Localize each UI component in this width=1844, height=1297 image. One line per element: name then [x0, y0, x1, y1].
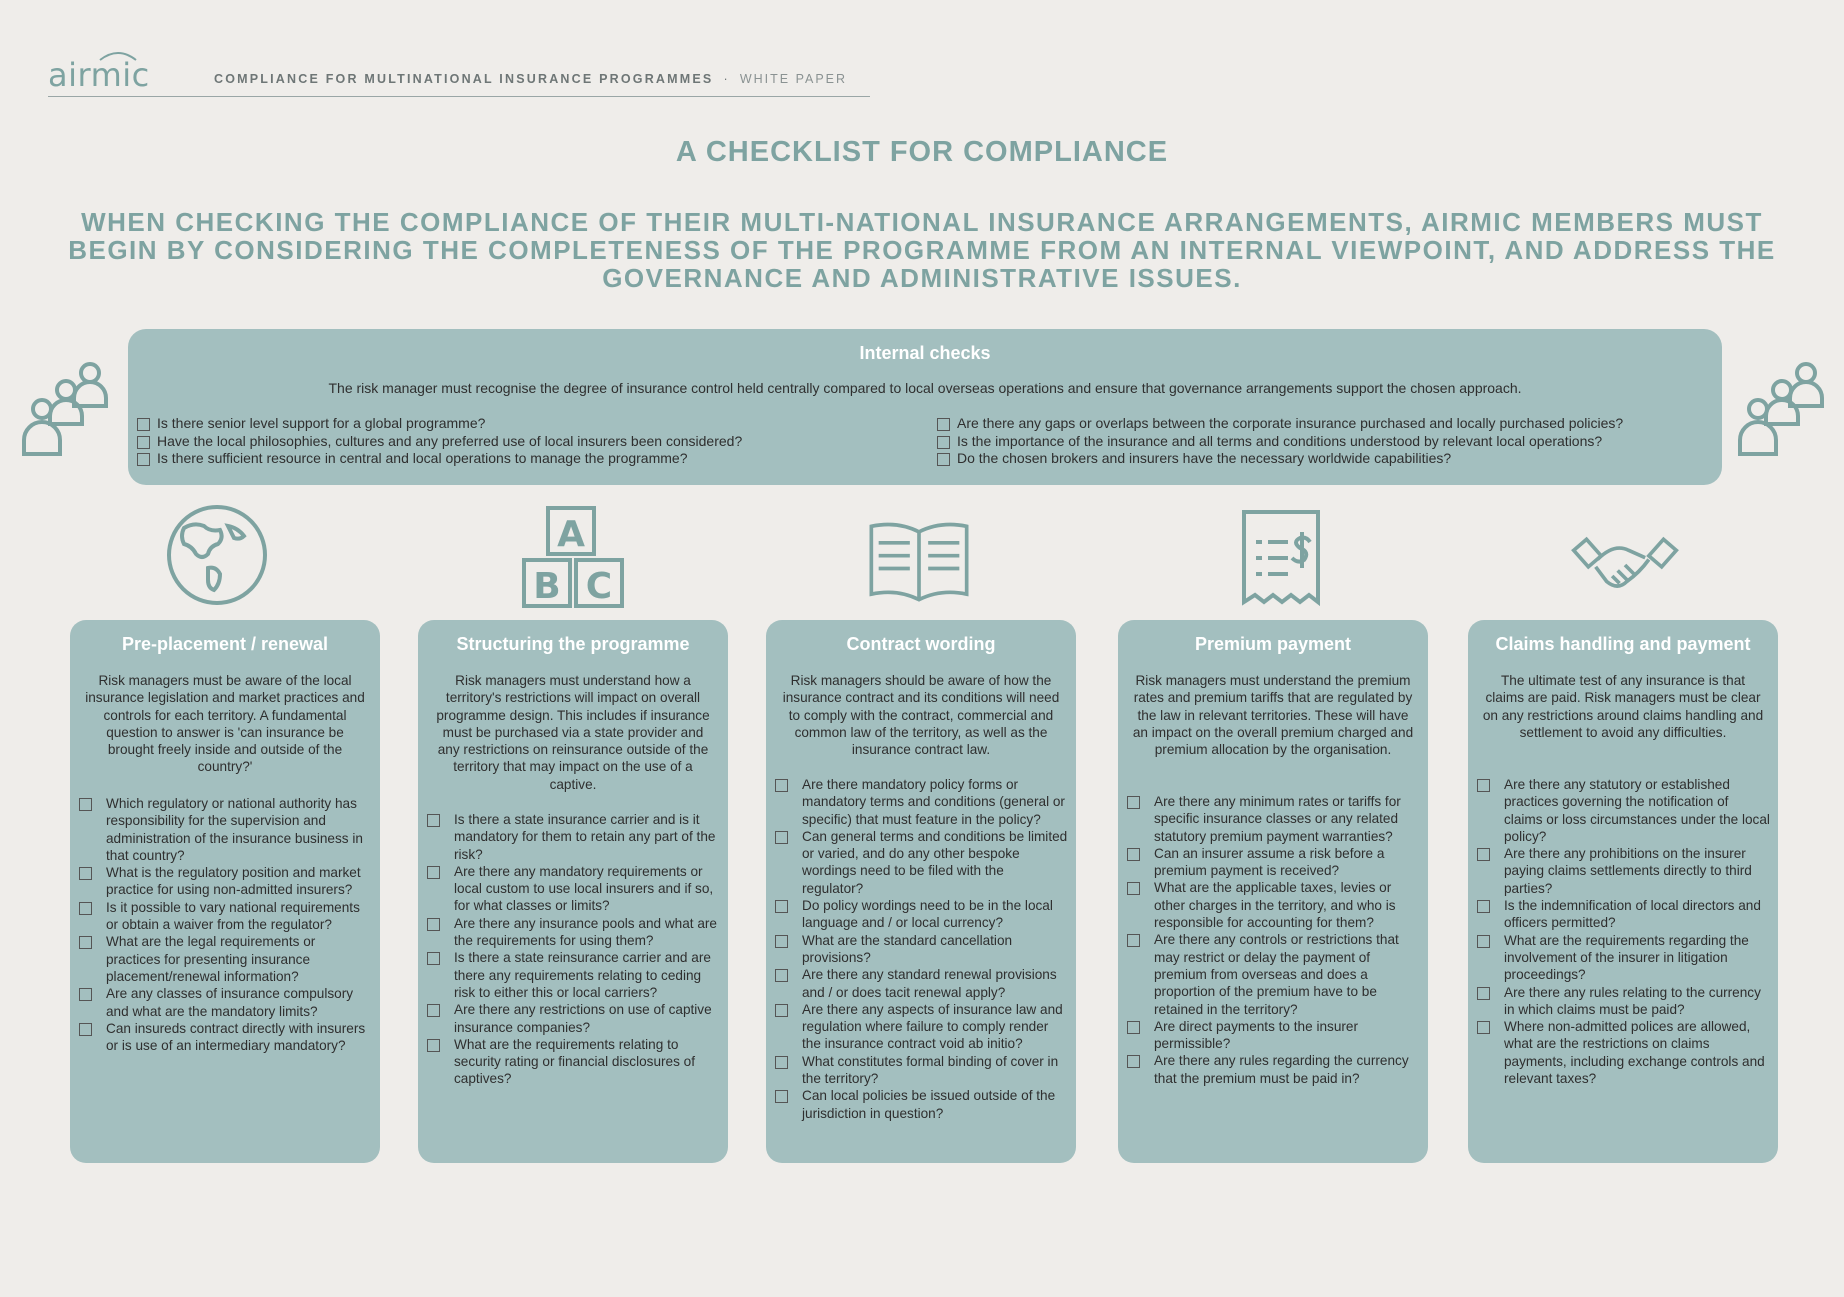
- checklist-item[interactable]: Are any classes of insurance compulsory and what are the mandatory limits?: [70, 985, 372, 1020]
- checklist-item[interactable]: Is there sufficient resource in central and local operations to manage the programme?: [128, 450, 742, 468]
- checklist-item[interactable]: Are there any statutory or established practices governing the notification of claims or loss circumstances under the local policy?: [1468, 776, 1770, 845]
- header-title-line: [214, 72, 847, 86]
- checklist-item[interactable]: Is there a state reinsurance carrier and are there any requirements relating to ceding risk to either this or local carriers?: [418, 949, 720, 1001]
- card-intro: Risk managers must understand how a territory's restrictions will impact on overall programme design. This includes if insurance must be purchased via a state provider and any restrictions on reinsurance outside of the territory that may impact on the use of a captive.: [436, 673, 710, 792]
- checklist-item[interactable]: Do policy wordings need to be in the local language and / or local currency?: [766, 897, 1068, 932]
- internal-checks-right-list: [928, 415, 1623, 468]
- card-heading: Claims handling and payment: [1495, 634, 1751, 654]
- card-checklist: [70, 795, 372, 1054]
- checklist-item[interactable]: What are the standard cancellation provisions?: [766, 932, 1068, 967]
- globe-icon: [162, 500, 272, 610]
- svg-text:B: B: [533, 566, 561, 607]
- document-header: [48, 50, 870, 97]
- header-separator: ·: [723, 72, 730, 86]
- document-type: WHITE PAPER: [739, 72, 848, 86]
- card-heading: Structuring the programme: [456, 634, 690, 654]
- checklist-item[interactable]: Can an insurer assume a risk before a premium payment is received?: [1118, 845, 1420, 880]
- card-intro: Risk managers must be aware of the local insurance legislation and market practices and controls for each territory. A fundamental question to answer is 'can insurance be brought freely inside and outside of the country?': [85, 673, 365, 775]
- card-checklist: [418, 811, 720, 1088]
- checklist-item[interactable]: Are there any rules regarding the currency that the premium must be paid in?: [1118, 1052, 1420, 1087]
- page-title: A CHECKLIST FOR COMPLIANCE: [675, 136, 1169, 168]
- checklist-item[interactable]: Where non-admitted polices are allowed, what are the restrictions on claims payments, including exchange controls and relevant taxes?: [1468, 1018, 1770, 1087]
- card-heading: Premium payment: [1194, 634, 1352, 654]
- internal-checks-heading: Internal checks: [859, 343, 991, 363]
- checklist-item[interactable]: Are there any aspects of insurance law and regulation where failure to comply render the insurance contract void ab initio?: [766, 1001, 1068, 1053]
- checklist-item[interactable]: Are there any rules relating to the currency in which claims must be paid?: [1468, 984, 1770, 1019]
- handshake-icon: [1570, 510, 1680, 620]
- checklist-item[interactable]: Are there any controls or restrictions that may restrict or delay the payment of premium from overseas and does a proportion of the premium have to be retained in the territory?: [1118, 931, 1420, 1017]
- checklist-item[interactable]: Do the chosen brokers and insurers have the necessary worldwide capabilities?: [928, 450, 1623, 468]
- checklist-item[interactable]: Can general terms and conditions be limited or varied, and do any other bespoke wordings need to be filed with the regulator?: [766, 828, 1068, 897]
- checklist-item[interactable]: Can insureds contract directly with insurers or is use of an intermediary mandatory?: [70, 1020, 372, 1055]
- svg-text:A: A: [557, 514, 585, 555]
- checklist-item[interactable]: Have the local philosophies, cultures and any preferred use of local insurers been considered?: [128, 433, 742, 451]
- internal-checks-description: The risk manager must recognise the degree of insurance control held centrally compared to local overseas operations and ensure that governance arrangements support the chosen approach.: [328, 380, 1522, 396]
- card-pre-placement: [70, 620, 380, 1163]
- checklist-item[interactable]: Are there any minimum rates or tariffs for specific insurance classes or any related statutory premium payment warranties?: [1118, 793, 1420, 845]
- card-checklist: [1468, 776, 1770, 1087]
- checklist-item[interactable]: Are there any standard renewal provisions and / or does tacit renewal apply?: [766, 966, 1068, 1001]
- card-structuring: [418, 620, 728, 1163]
- card-intro: The ultimate test of any insurance is that claims are paid. Risk managers must be clear on any restrictions around claims handling and settlement to avoid any difficulties.: [1482, 673, 1764, 740]
- people-group-icon: [1734, 358, 1834, 458]
- checklist-item[interactable]: Can local policies be issued outside of the jurisdiction in question?: [766, 1087, 1068, 1122]
- page-subtitle: WHEN CHECKING THE COMPLIANCE OF THEIR MULTI-NATIONAL INSURANCE ARRANGEMENTS, AIRMIC MEMBERS MUST BEGIN BY CONSIDERING THE COMPLETENESS OF THE PROGRAMME FROM AN INTERNAL VIEWPOINT, AND ADDRESS THE GOVERNANCE AND ADMINISTRATIVE ISSUES.: [68, 207, 1776, 293]
- abc-blocks-icon: [518, 504, 628, 614]
- internal-checks-left-list: [128, 415, 742, 468]
- card-heading: Pre-placement / renewal: [121, 634, 329, 654]
- checklist-item[interactable]: What constitutes formal binding of cover in the territory?: [766, 1053, 1068, 1088]
- checklist-item[interactable]: Are there any mandatory requirements or local custom to use local insurers and if so, for what classes or limits?: [418, 863, 720, 915]
- card-intro: Risk managers must understand the premium rates and premium tariffs that are regulated by the law in relevant territories. These will have an impact on the overall premium charged and premium allocation by the organisation.: [1132, 673, 1414, 758]
- receipt-dollar-icon: [1226, 508, 1336, 618]
- checklist-item[interactable]: Is the indemnification of local directors and officers permitted?: [1468, 897, 1770, 932]
- card-claims-handling: [1468, 620, 1778, 1163]
- checklist-item[interactable]: Are there mandatory policy forms or mandatory terms and conditions (general or specific) that must feature in the policy?: [766, 776, 1068, 828]
- checklist-item[interactable]: Is the importance of the insurance and all terms and conditions understood by relevant local operations?: [928, 433, 1623, 451]
- checklist-item[interactable]: Is there a state insurance carrier and is it mandatory for them to retain any part of the risk?: [418, 811, 720, 863]
- checklist-item[interactable]: Are there any gaps or overlaps between the corporate insurance purchased and locally purchased policies?: [928, 415, 1623, 433]
- checklist-item[interactable]: Which regulatory or national authority has responsibility for the supervision and administration of the insurance business in that country?: [70, 795, 372, 864]
- internal-checks-panel: [128, 329, 1722, 485]
- checklist-item[interactable]: Is there senior level support for a global programme?: [128, 415, 742, 433]
- card-intro: Risk managers should be aware of how the insurance contract and its conditions will need to comply with the contract, commercial and common law of the territory, as well as the insurance contract law.: [782, 673, 1060, 758]
- card-checklist: [1118, 793, 1420, 1087]
- checklist-item[interactable]: Is it possible to vary national requirements or obtain a waiver from the regulator?: [70, 899, 372, 934]
- checklist-item[interactable]: What are the applicable taxes, levies or other charges in the territory, and who is responsible for accounting for them?: [1118, 879, 1420, 931]
- people-group-icon: [18, 358, 118, 458]
- open-book-icon: [864, 508, 974, 618]
- checklist-item[interactable]: Are there any insurance pools and what are the requirements for using them?: [418, 915, 720, 950]
- document-title: COMPLIANCE FOR MULTINATIONAL INSURANCE PROGRAMMES: [214, 72, 714, 86]
- checklist-item[interactable]: What are the requirements relating to security rating or financial disclosures of captives?: [418, 1036, 720, 1088]
- checklist-item[interactable]: What are the legal requirements or practices for presenting insurance placement/renewal information?: [70, 933, 372, 985]
- card-checklist: [766, 776, 1068, 1122]
- card-premium-payment: [1118, 620, 1428, 1163]
- checklist-item[interactable]: What is the regulatory position and market practice for using non-admitted insurers?: [70, 864, 372, 899]
- svg-text:C: C: [585, 566, 613, 607]
- checklist-item[interactable]: Are there any prohibitions on the insurer paying claims settlements directly to third parties?: [1468, 845, 1770, 897]
- checklist-item[interactable]: What are the requirements regarding the involvement of the insurer in litigation proceedings?: [1468, 932, 1770, 984]
- card-heading: Contract wording: [846, 634, 996, 654]
- checklist-item[interactable]: Are direct payments to the insurer permissible?: [1118, 1018, 1420, 1053]
- checklist-item[interactable]: Are there any restrictions on use of captive insurance companies?: [418, 1001, 720, 1036]
- card-contract-wording: [766, 620, 1076, 1163]
- airmic-logo: airmic: [48, 56, 150, 94]
